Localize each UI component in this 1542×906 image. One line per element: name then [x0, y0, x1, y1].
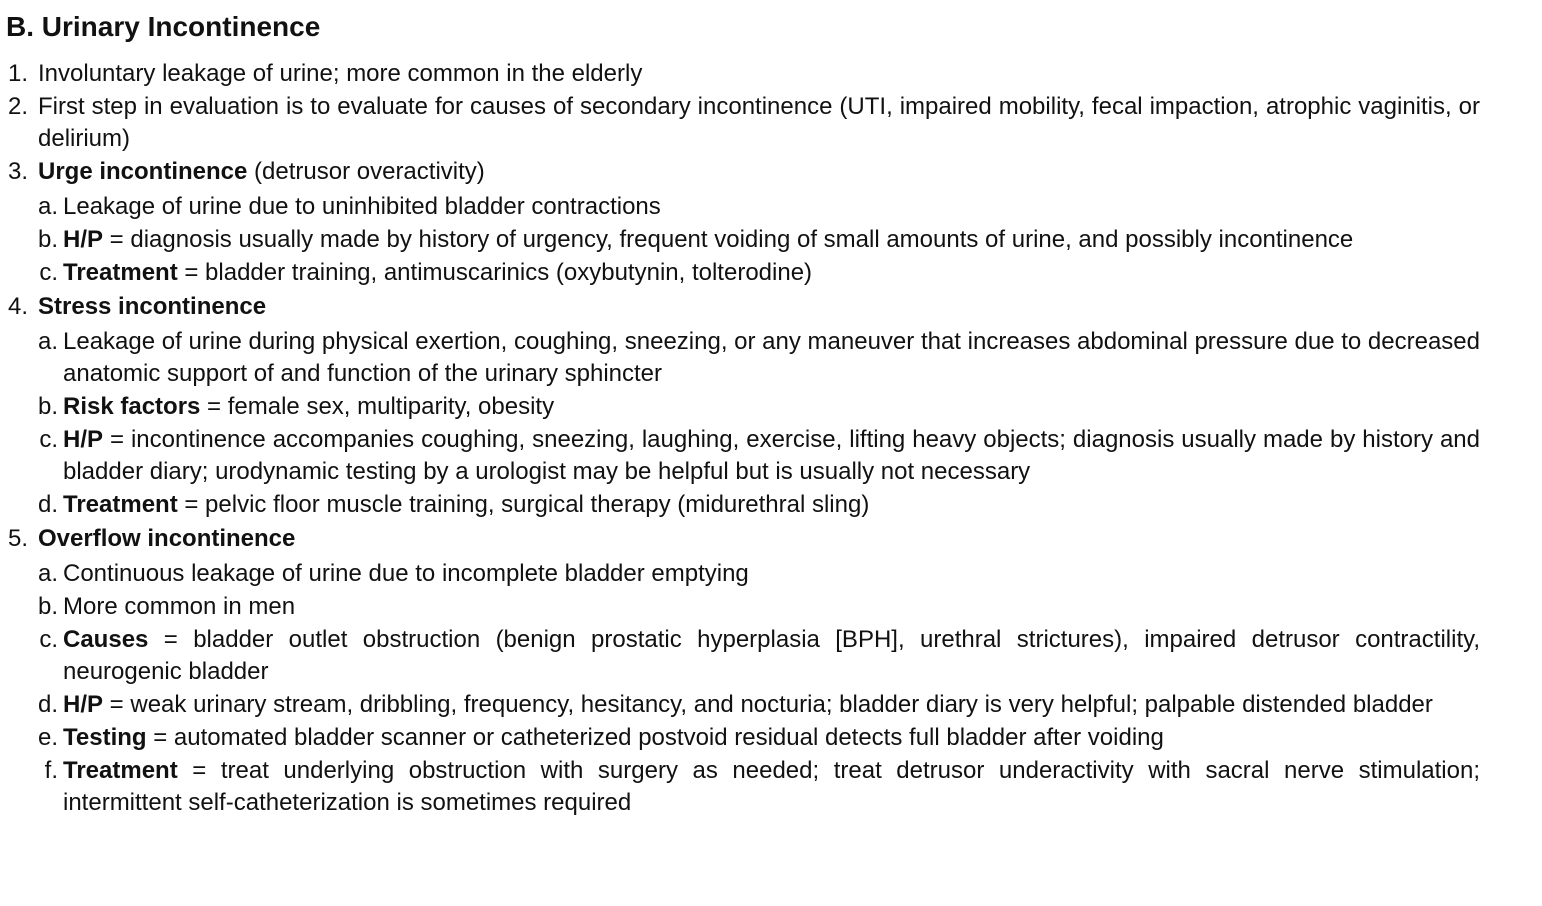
list-number: 4.	[8, 293, 29, 320]
list-item-3	[0, 156, 1480, 188]
sub-item-5c	[0, 624, 1480, 688]
sub-marker: f.	[44, 757, 58, 784]
sub-text: More common in men	[63, 593, 296, 620]
sub-marker: e.	[37, 724, 58, 751]
sub-label: Treatment	[63, 491, 178, 518]
sub-text: = female sex, multiparity, obesity	[200, 393, 555, 420]
sub-text: = diagnosis usually made by history of urgency, frequent voiding of small amounts of urine, and possibly incontinence	[103, 226, 1354, 253]
list-number: 5.	[8, 525, 29, 552]
list-number: 1.	[8, 60, 29, 87]
sub-label: Treatment	[63, 259, 178, 286]
sub-item-4b	[0, 391, 1480, 423]
list-item-2	[0, 91, 1480, 155]
sub-item-5a	[0, 558, 1480, 590]
sub-marker: c.	[39, 259, 58, 286]
sub-marker: c.	[39, 426, 58, 453]
sub-item-5d	[0, 689, 1480, 721]
sub-item-3a	[0, 191, 1480, 223]
sub-item-5f	[0, 755, 1480, 819]
sub-item-3b	[0, 224, 1480, 256]
sub-marker: b.	[37, 593, 58, 620]
sub-marker: a.	[37, 560, 58, 587]
sub-text: = incontinence accompanies coughing, sneezing, laughing, exercise, lifting heavy objects; diagnosis usually made by history and bladder diary; urodynamic testing by a urologist may be helpful but is usually not necessary	[63, 426, 1480, 485]
sub-text: = pelvic floor muscle training, surgical therapy (midurethral sling)	[177, 491, 870, 518]
sub-label: H/P	[63, 226, 104, 253]
sub-marker: a.	[37, 328, 58, 355]
sub-item-4c	[0, 424, 1480, 488]
sub-marker: d.	[37, 491, 58, 518]
sub-item-5b	[0, 591, 1480, 623]
sub-text: = weak urinary stream, dribbling, frequency, hesitancy, and nocturia; bladder diary is very helpful; palpable distended bladder	[103, 691, 1433, 718]
item-heading: Overflow incontinence	[38, 525, 296, 552]
sub-label: H/P	[63, 691, 104, 718]
sub-marker: b.	[37, 393, 58, 420]
item-text: First step in evaluation is to evaluate for causes of secondary incontinence (UTI, impaired mobility, fecal impaction, atrophic vaginitis, or delirium)	[38, 93, 1480, 152]
list-number: 3.	[8, 158, 29, 185]
sub-label: Testing	[63, 724, 147, 751]
sub-label: Treatment	[63, 757, 178, 784]
sub-marker: c.	[39, 626, 58, 653]
sub-item-4d	[0, 489, 1480, 521]
sub-label: Risk factors	[63, 393, 201, 420]
item-heading: Urge incontinence	[38, 158, 248, 185]
numbered-list	[0, 58, 1542, 819]
item-heading: Stress incontinence	[38, 293, 267, 320]
list-item-1	[0, 58, 1480, 90]
item-text: (detrusor overactivity)	[247, 158, 485, 185]
sub-text: Leakage of urine during physical exertion, coughing, sneezing, or any maneuver that increases abdominal pressure due to decreased anatomic support of and function of the urinary sphincter	[63, 328, 1480, 387]
sub-text: = treat underlying obstruction with surgery as needed; treat detrusor underactivity with sacral nerve stimulation; intermittent self-catheterization is sometimes required	[63, 757, 1480, 816]
item-text: Involuntary leakage of urine; more common in the elderly	[38, 60, 643, 87]
list-item-5	[0, 523, 1480, 555]
sub-text: = bladder training, antimuscarinics (oxybutynin, tolterodine)	[177, 259, 813, 286]
sub-label: H/P	[63, 426, 104, 453]
sub-marker: a.	[37, 193, 58, 220]
sub-marker: d.	[37, 691, 58, 718]
section-title: B. Urinary Incontinence	[6, 11, 321, 42]
sub-text: Leakage of urine due to uninhibited bladder contractions	[63, 193, 661, 220]
sub-label: Causes	[63, 626, 149, 653]
sub-text: = bladder outlet obstruction (benign prostatic hyperplasia [BPH], urethral strictures), impaired detrusor contractility, neurogenic bladder	[63, 626, 1480, 685]
sub-item-5e	[0, 722, 1480, 754]
sub-item-4a	[0, 326, 1480, 390]
sub-item-3c	[0, 257, 1480, 289]
list-item-4	[0, 291, 1480, 323]
sub-text: Continuous leakage of urine due to incomplete bladder emptying	[63, 560, 749, 587]
sub-marker: b.	[37, 226, 58, 253]
list-number: 2.	[8, 93, 29, 120]
sub-text: = automated bladder scanner or catheterized postvoid residual detects full bladder after voiding	[146, 724, 1164, 751]
